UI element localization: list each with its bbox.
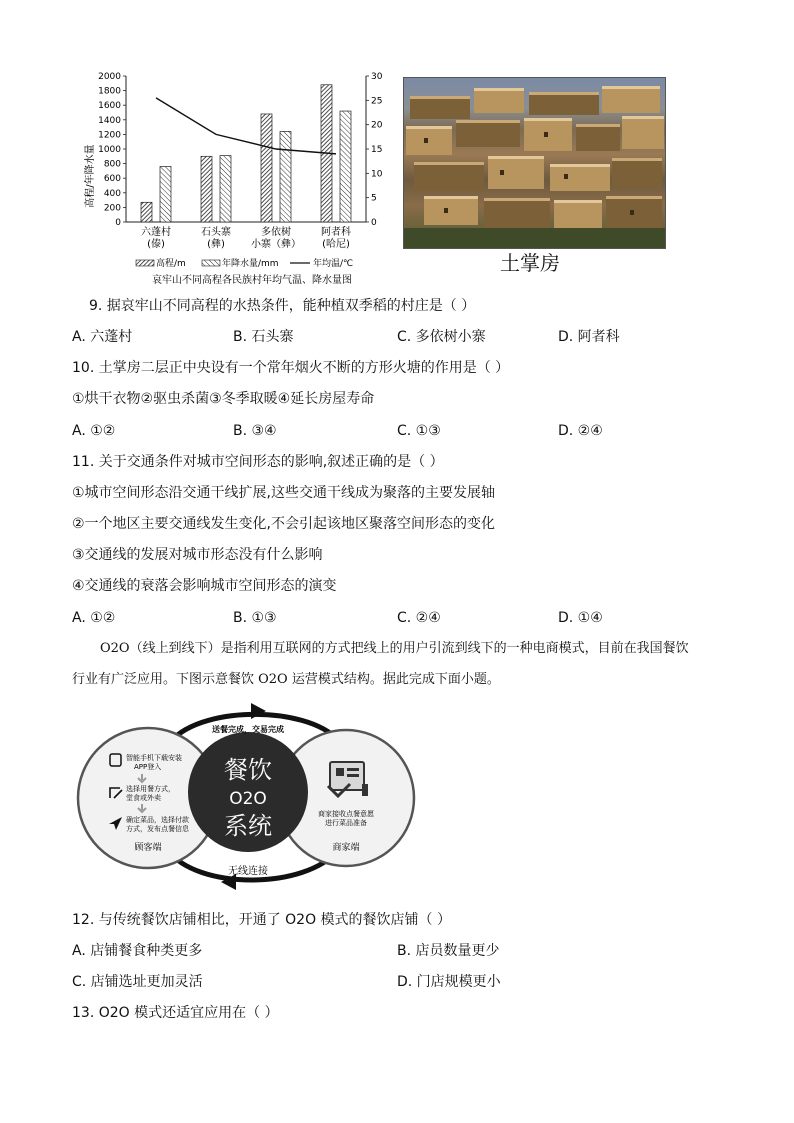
chart-bars [141,85,351,222]
q9-option-d[interactable]: D. 阿者科 [558,329,620,345]
question-9-stem: 9. 据哀牢山不同高程的水热条件，能种植双季稻的村庄是（ ） [89,298,476,314]
right-tick-label: 25 [371,96,383,107]
q12-option-d[interactable]: D. 门店规模更小 [397,974,501,990]
q11-option-b[interactable]: B. ①③ [233,610,277,626]
q9-option-a[interactable]: A. 六蓬村 [72,329,133,345]
passage-line-2: 行业有广泛应用。下图示意餐饮 O2O 运营模式结构。据此完成下面小题。 [72,672,500,687]
q11-option-c[interactable]: C. ②④ [397,610,441,626]
center-title-line1: 餐饮 [224,756,272,784]
right-tick-label: 0 [371,218,377,228]
q12-option-a[interactable]: A. 店铺餐食种类更多 [72,943,203,959]
category-sublabel: 小寨（彝） [251,239,301,250]
q10-statements: ①烘干衣物②驱虫杀菌③冬季取暖④延长房屋寿命 [72,391,375,407]
category-sublabel: (彝) [207,239,225,250]
category-label: 六蓬村 [141,227,171,238]
q11-statement-1: ①城市空间形态沿交通干线扩展,这些交通干线成为聚落的主要发展轴 [72,485,495,501]
q11-statement-4: ④交通线的衰落会影响城市空间形态的演变 [72,578,337,594]
q12-option-b[interactable]: B. 店员数量更少 [397,943,500,959]
temperature-series-line [156,98,336,154]
left-tick-label: 1800 [98,86,121,97]
photo-caption: 土掌房 [500,251,560,275]
legend-swatch-precip [202,260,220,266]
earthen-house-photo [403,77,666,249]
bar-elevation [261,114,272,222]
chart-title: 哀牢山不同高程各民族村年均气温、降水量图 [152,275,352,286]
q9-option-c[interactable]: C. 多依树小寨 [397,329,486,345]
question-10-stem: 10. 土掌房二层正中央设有一个常年烟火不断的方形火塘的作用是（ ） [72,360,510,376]
customer-step-1-line2: APP登入 [134,763,162,771]
chart-temperature-line [156,98,336,154]
category-label: 多依树 [261,227,291,238]
bar-precipitation [280,131,291,222]
q11-statement-3: ③交通线的发展对城市形态没有什么影响 [72,547,323,563]
bar-precipitation [340,111,351,222]
customer-step-3-line1: 确定菜品，选择付款 [126,816,189,824]
left-tick-label: 1600 [98,101,121,112]
left-tick-label: 2000 [98,72,121,82]
right-tick-label: 5 [371,193,377,204]
category-label: 阿者科 [321,227,351,238]
legend-label-precip: 年降水量/mm [222,259,279,269]
category-label: 石头寨 [201,227,231,238]
merchant-text-line2: 进行菜品准备 [325,819,367,827]
customer-step-2-line1: 选择用餐方式， [126,785,175,793]
right-tick-label: 30 [371,72,383,82]
customer-title: 顾客端 [134,843,162,853]
customer-step-1-line1: 智能手机下载安装 [126,754,182,762]
chart-ylabel-left: 高程/年降水量 [85,144,96,208]
center-title-line2: O2O [229,789,267,809]
left-tick-label: 400 [103,188,121,199]
q11-option-d[interactable]: D. ①④ [558,610,603,626]
question-11-stem: 11. 关于交通条件对城市空间形态的影响,叙述正确的是（ ） [72,454,444,470]
question-12-stem: 12. 与传统餐饮店铺相比，开通了 O2O 模式的餐饮店铺（ ） [72,912,452,928]
q10-option-d[interactable]: D. ②④ [558,423,603,439]
q12-option-c[interactable]: C. 店铺选址更加灵活 [72,974,203,990]
top-arrow-label: 送餐完成，交易完成 [212,725,284,734]
question-13-stem: 13. O2O 模式还适宜应用在（ ） [72,1005,279,1021]
left-tick-label: 0 [115,218,121,228]
center-title-line3: 系统 [224,812,272,840]
customer-step-3-line2: 方式，发布点餐信息 [126,825,189,833]
q10-option-b[interactable]: B. ③④ [233,423,277,439]
merchant-text-line1: 商家接收点餐意愿 [318,810,374,818]
bar-elevation [141,202,152,222]
q10-option-a[interactable]: A. ①② [72,423,116,439]
merchant-title: 商家端 [332,843,360,853]
q9-option-b[interactable]: B. 石头寨 [233,329,294,345]
bottom-arrow-label: 无线连接 [228,866,268,877]
left-tick-label: 1400 [98,115,121,126]
q11-option-a[interactable]: A. ①② [72,610,116,626]
left-tick-label: 200 [103,203,121,214]
right-tick-label: 10 [371,169,383,180]
category-sublabel: (傣) [147,239,165,250]
customer-step-2-line2: 堂食或外卖 [126,794,161,802]
left-tick-label: 600 [103,174,121,185]
category-sublabel: (哈尼) [322,239,350,250]
merchant-device-icon [328,762,368,796]
climate-chart [84,66,396,290]
left-tick-label: 800 [103,159,121,170]
right-tick-label: 15 [371,145,383,155]
bar-precipitation [220,156,231,222]
left-tick-label: 1000 [98,145,121,155]
q10-option-c[interactable]: C. ①③ [397,423,441,439]
legend-swatch-elevation [136,260,154,266]
legend-label-elevation: 高程/m [156,259,186,269]
q11-statement-2: ②一个地区主要交通线发生变化,不会引起该地区聚落空间形态的变化 [72,516,495,532]
bar-precipitation [160,167,171,222]
passage-line-1: O2O（线上到线下）是指利用互联网的方式把线上的用户引流到线下的一种电商模式，目前在我国餐饮 [100,641,689,656]
right-tick-label: 20 [371,120,383,131]
o2o-diagram [76,700,420,890]
bar-elevation [201,156,212,222]
left-tick-label: 1200 [98,130,121,141]
legend-label-temp: 年均温/℃ [313,259,354,269]
